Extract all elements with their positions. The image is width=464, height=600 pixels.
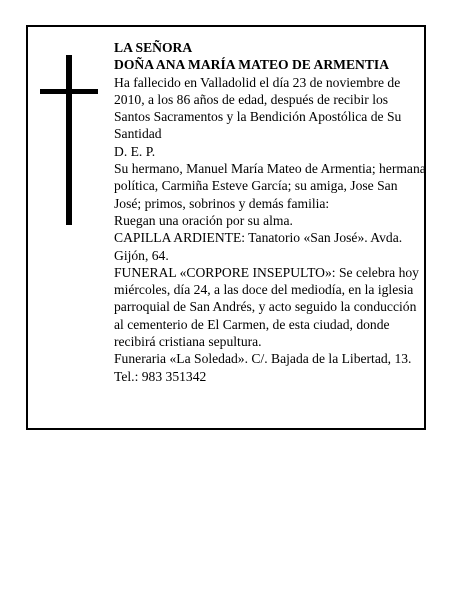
cross-vertical-bar (66, 55, 72, 225)
deceased-name: DOÑA ANA MARÍA MATEO DE ARMENTIA (114, 57, 390, 73)
deceased-title: LA SEÑORA (114, 40, 193, 55)
family-paragraph: Su hermano, Manuel María Mateo de Armentia; hermana política, Carmiña Esteve García; su amiga, Jose San José; primos, sobrinos y demás familia: (114, 161, 426, 211)
funeral-home: Funeraria «La Soledad». C/. Bajada de la Libertad, 13. (114, 351, 412, 367)
chapel-paragraph: CAPILLA ARDIENTE: Tanatorio «San José». Avda. Gijón, 64. (114, 230, 403, 263)
cross-icon (40, 55, 98, 225)
cross-horizontal-bar (40, 89, 98, 94)
death-paragraph: Ha fallecido en Valladolid el día 23 de noviembre de 2010, a los 86 años de edad, después de recibir los Santos Sacramentos y la Bendición Apostólica de Su Santidad (114, 74, 402, 142)
obituary-notice (26, 25, 426, 430)
obituary-text (114, 39, 426, 385)
dep-line: D. E. P. (114, 143, 156, 159)
phone-number: Tel.: 983 351342 (114, 368, 207, 384)
prayer-request: Ruegan una oración por su alma. (114, 212, 293, 228)
funeral-paragraph: FUNERAL «CORPORE INSEPULTO»: Se celebra hoy miércoles, día 24, a las doce del mediodía, en la iglesia parroquial de San Andrés, y acto seguido la conducción al cementerio de El Carmen, de esta ciudad, donde recibirá cristiana sepultura. (114, 264, 419, 350)
